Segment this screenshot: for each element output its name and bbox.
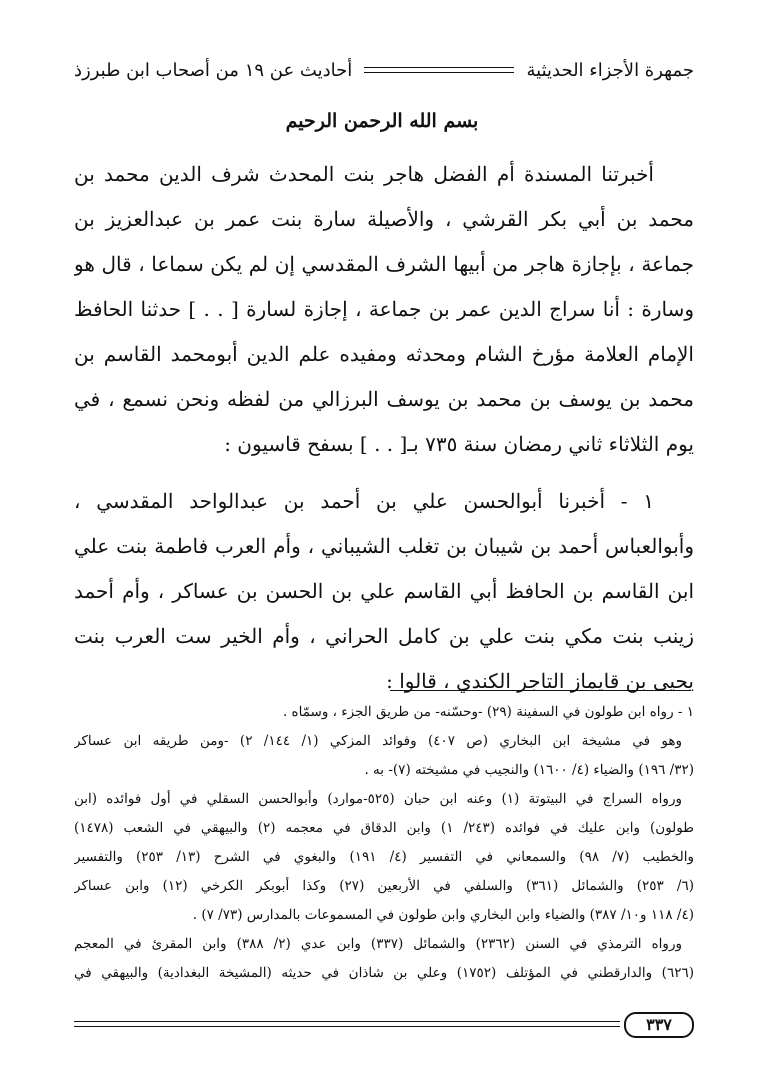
paragraph-gap [74, 467, 694, 479]
footnote-line: (٤/ ١١٨ و١٠/ ٣٨٧) والضياء وابن البخاري وابن طولون في المسموعات بالمدارس (٧٣/ ٧) . [192, 907, 694, 923]
basmala-heading: بسم الله الرحمن الرحيم [285, 110, 479, 132]
isnad-line: وسارة : أنا سراج الدين عمر بن جماعة ، إجازة لسارة [ . . ] حدثنا الحافظ [74, 297, 694, 321]
header-double-rule [364, 67, 514, 73]
footnote-line: وهو في مشيخة ابن البخاري (ص ٤٠٧) وفوائد المزكي (١/ ١٤٤/ ٢) -ومن طريقه ابن عساكر [74, 733, 682, 749]
hadith-line: زينب بنت مكي بنت علي بن كامل الحراني ، وأم الخير ست العرب بنت [74, 624, 694, 648]
header-section-title: أحاديث عن ١٩ من أصحاب ابن طبرزذ [74, 59, 353, 81]
header-book-title: جمهرة الأجزاء الحديثية [526, 59, 694, 81]
isnad-line: يوم الثلاثاء ثاني رمضان سنة ٧٣٥ بـ[ . . ] بسفح قاسيون : [224, 432, 694, 456]
page-number: ٣٣٧ [624, 1012, 694, 1038]
footnote-line: ١ - رواه ابن طولون في السفينة (٢٩) -وحسّنه- من طريق الجزء ، وسمّاه . [282, 704, 694, 720]
footnote-line: (٦٢٦) والدارقطني في المؤتلف (١٧٥٢) وعلي بن شاذان في حديثه (المشيخة البغدادية) والبيهقي في [74, 965, 694, 981]
hadith-line: ابن القاسم بن الحافظ أبي القاسم علي بن الحسن بن عساكر ، وأم أحمد [74, 579, 694, 603]
hadith-line: ١ - أخبرنا أبوالحسن علي بن أحمد بن عبدالواحد المقدسي ، [74, 489, 654, 513]
footnote-line: (٣٢/ ١٩٦) والضياء (٤/ ١٦٠٠) والنجيب في مشيخته (٧)- به . [364, 762, 694, 778]
isnad-line: أخبرتنا المسندة أم الفضل هاجر بنت المحدث شرف الدين محمد بن [74, 162, 654, 186]
hadith-line: يحيى بن قايماز التاجر الكندي ، قالوا : [386, 669, 694, 693]
isnad-line: محمد بن يوسف بن محمد بن يوسف البرزالي من لفظه ونحن نسمع ، في [74, 387, 694, 411]
footnote-line: (٦/ ٢٥٣) والشمائل (٣٦١) والسلفي في الأربعين (٢٧) وكذا أبوبكر الكرخي (١٢) وابن عساكر [74, 878, 694, 894]
isnad-line: الإمام العلامة مؤرخ الشام ومحدثه ومفيده علم الدين أبومحمد القاسم بن [74, 342, 694, 366]
footnote-line: طولون) وابن عليك في فوائده (٢٤٣/ ١) وابن الدقاق في معجمه (٢) والبيهقي في الشعب (١٤٧٨) [74, 820, 694, 836]
footnote-separator [390, 690, 690, 691]
isnad-line: جماعة ، بإجازة هاجر من أبيها الشرف المقدسي إن لم يكن سماعا ، قال هو [74, 252, 694, 276]
hadith-line: وأبوالعباس أحمد بن شيبان بن تغلب الشيباني ، وأم العرب فاطمة بنت علي [74, 534, 694, 558]
main-text [74, 152, 694, 704]
running-header [74, 52, 694, 88]
footnote-line: ورواه السراج في البيتوتة (١) وعنه ابن حبان (٥٢٥-موارد) وأبوالحسن السقلي في أول فوائده (ابن [74, 791, 682, 807]
page-footer [74, 1012, 694, 1036]
footnote-line: والخطيب (٧/ ٩٨) والسمعاني في التفسير (٤/ ١٩١) والبغوي في الشرح (١٣/ ٢٥٣) والتفسير [74, 849, 694, 865]
footnotes [74, 698, 694, 988]
isnad-line: محمد بن أبي بكر القرشي ، والأصيلة سارة بنت عمر بن عبدالعزيز بن [74, 207, 694, 231]
footer-double-rule [74, 1021, 620, 1027]
footnote-line: ورواه الترمذي في السنن (٢٣٦٢) والشمائل (٣٣٧) وابن عدي (٢/ ٣٨٨) وابن المقرئ في المعجم [74, 936, 682, 952]
